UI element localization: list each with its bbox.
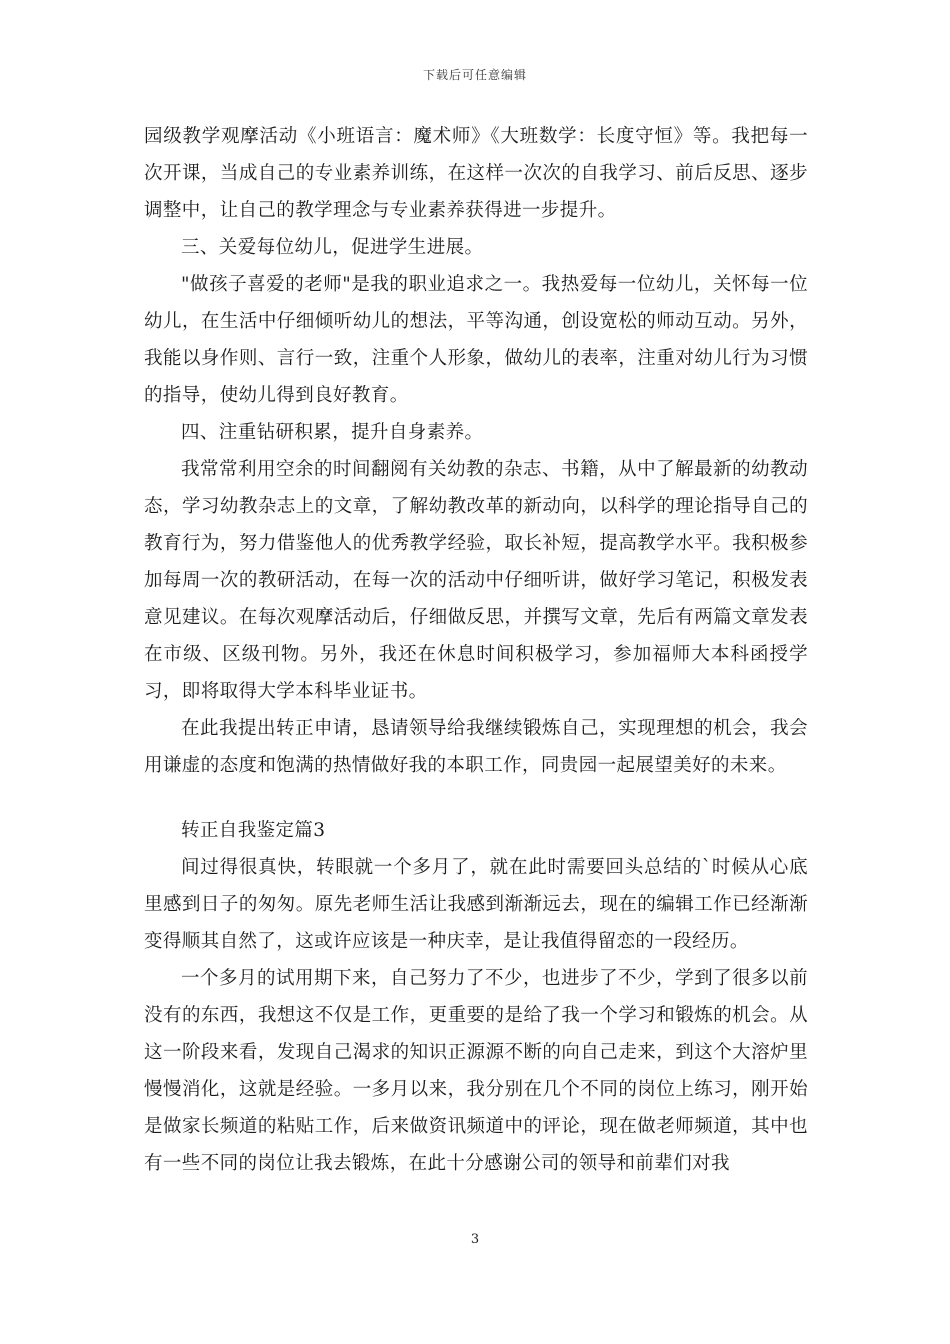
section-spacer (144, 784, 808, 812)
article-title: 转正自我鉴定篇3 (181, 820, 326, 841)
paragraph-application: 在此我提出转正申请，恳请领导给我继续锻炼自己，实现理想的机会，我会用谦虚的态度和饱满的热情做好我的本职工作，同贵园一起展望美好的未来。 (144, 718, 808, 776)
document-body (144, 118, 808, 1182)
page-header: 下载后可任意编辑 (422, 68, 527, 82)
paragraph-care: "做孩子喜爱的老师"是我的职业追求之一。我热爱每一位幼儿，关怀每一位幼儿，在生活中仔细倾听幼儿的想法，平等沟通，创设宽松的师动互动。另外，我能以身作则、言行一致，注重个人形象，做幼儿的表率，注重对幼儿行为习惯的指导，使幼儿得到良好教育。 (144, 274, 808, 406)
section-heading-3: 三、关爱每位幼儿，促进学生进展。 (181, 237, 484, 258)
section-heading-4: 四、注重钻研积累，提升自身素养。 (181, 422, 484, 443)
paragraph-continuation: 园级教学观摩活动《小班语言：魔术师》《大班数学：长度守恒》等。我把每一次开课，当成自己的专业素养训练，在这样一次次的自我学习、前后反思、逐步调整中，让自己的教学理念与专业素养获得进一步提升。 (144, 126, 808, 221)
page-number: 3 (470, 1232, 480, 1247)
paragraph-probation: 一个多月的试用期下来，自己努力了不少，也进步了不少，学到了很多以前没有的东西，我想这不仅是工作，更重要的是给了我一个学习和锻炼的机会。从这一阶段来看，发现自己渴求的知识正源源不断的向自己走来，到这个大溶炉里慢慢消化，这就是经验。一多月以来，我分别在几个不同的岗位上练习，刚开始是做家长频道的粘贴工作，后来做资讯频道中的评论，现在做老师频道，其中也有一些不同的岗位让我去锻炼，在此十分感谢公司的领导和前辈们对我 (144, 968, 808, 1174)
paragraph-intro: 间过得很真快，转眼就一个多月了，就在此时需要回头总结的`时候从心底里感到日子的匆匆。原先老师生活让我感到渐渐远去，现在的编辑工作已经渐渐变得顺其自然了，这或许应该是一种庆幸，是让我值得留恋的一段经历。 (144, 857, 808, 952)
paragraph-study: 我常常利用空余的时间翻阅有关幼教的杂志、书籍，从中了解最新的幼教动态，学习幼教杂志上的文章，了解幼教改革的新动向，以科学的理论指导自己的教育行为，努力借鉴他人的优秀教学经验，取长补短，提高教学水平。我积极参加每周一次的教研活动，在每一次的活动中仔细听讲，做好学习笔记，积极发表意见建议。在每次观摩活动后，仔细做反思，并撰写文章，先后有两篇文章发表在市级、区级刊物。另外，我还在休息时间积极学习，参加福师大本科函授学习，即将取得大学本科毕业证书。 (144, 459, 808, 702)
